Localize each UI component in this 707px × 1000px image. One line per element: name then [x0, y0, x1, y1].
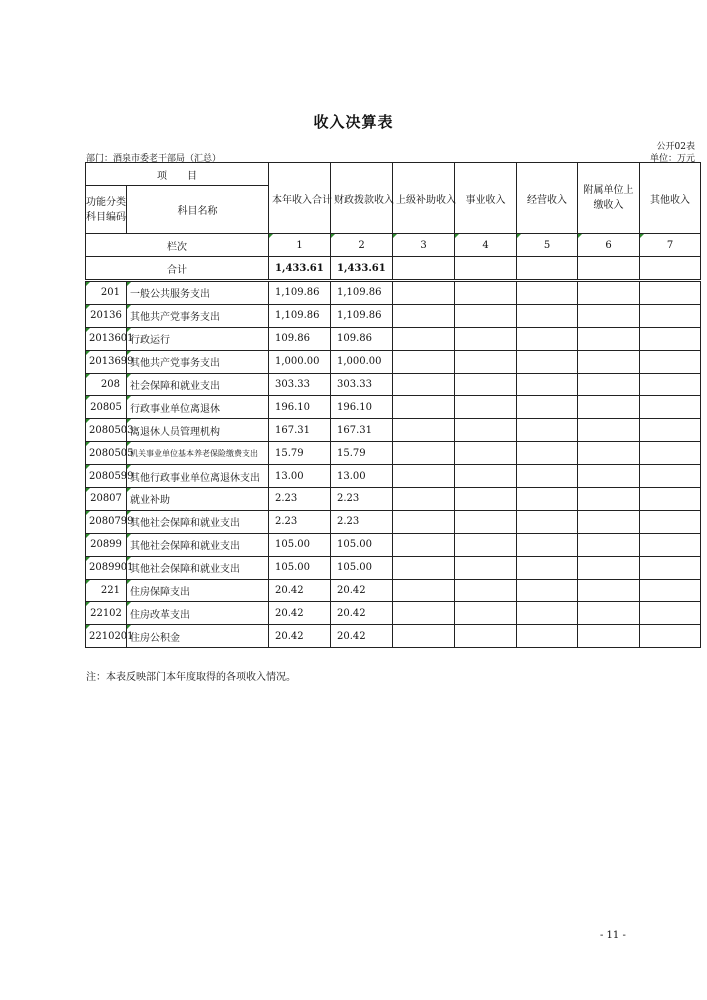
total-value [640, 257, 701, 281]
row-value: 167.31 [269, 419, 331, 442]
table-row [86, 533, 701, 556]
row-value [393, 602, 455, 625]
row-name: 其他社会保障和就业支出 [127, 510, 269, 533]
row-value [455, 373, 517, 396]
row-value [393, 510, 455, 533]
row-value [578, 488, 640, 511]
row-value [517, 465, 578, 488]
row-value [640, 373, 701, 396]
table-row [86, 396, 701, 419]
row-value [455, 625, 517, 648]
table-row [86, 465, 701, 488]
row-value [393, 533, 455, 556]
row-value [578, 304, 640, 327]
report-title: 收入决算表 [313, 113, 394, 131]
row-value [578, 419, 640, 442]
row-value [393, 579, 455, 602]
func-code-header: 功能分类 科目编码 [86, 186, 127, 234]
row-name: 其他共产党事务支出 [127, 350, 269, 373]
row-value [517, 533, 578, 556]
col-header-business: 事业收入 [455, 163, 517, 234]
row-value: 303.33 [269, 373, 331, 396]
row-value [455, 556, 517, 579]
row-value [640, 510, 701, 533]
total-label: 合计 [86, 257, 269, 281]
row-value: 20.42 [269, 602, 331, 625]
table-row [86, 327, 701, 350]
index-number: 5 [517, 234, 578, 257]
row-name: 其他社会保障和就业支出 [127, 533, 269, 556]
row-code: 20136 [86, 304, 127, 327]
index-number: 2 [331, 234, 393, 257]
row-name: 离退休人员管理机构 [127, 419, 269, 442]
index-number: 4 [455, 234, 517, 257]
row-value: 13.00 [269, 465, 331, 488]
row-value [578, 373, 640, 396]
row-name: 住房公积金 [127, 625, 269, 648]
row-name: 行政运行 [127, 327, 269, 350]
row-value: 105.00 [331, 556, 393, 579]
row-value [578, 625, 640, 648]
row-name: 一般公共服务支出 [127, 281, 269, 305]
row-value: 20.42 [331, 625, 393, 648]
row-value [640, 350, 701, 373]
col-header-total: 本年收入合计 [269, 163, 331, 234]
row-value: 196.10 [269, 396, 331, 419]
row-value [455, 602, 517, 625]
row-code: 20807 [86, 488, 127, 511]
row-name: 社会保障和就业支出 [127, 373, 269, 396]
table-row [86, 281, 701, 305]
row-code: 2013601 [86, 327, 127, 350]
row-value [517, 510, 578, 533]
row-value [393, 373, 455, 396]
row-value [640, 465, 701, 488]
row-code: 22102 [86, 602, 127, 625]
row-value [517, 281, 578, 305]
table-row [86, 350, 701, 373]
row-value [517, 350, 578, 373]
row-value [455, 396, 517, 419]
row-code: 2080505 [86, 442, 127, 465]
row-value: 13.00 [331, 465, 393, 488]
index-number: 6 [578, 234, 640, 257]
row-value [455, 442, 517, 465]
row-name: 行政事业单位离退休 [127, 396, 269, 419]
row-code: 208 [86, 373, 127, 396]
row-code: 20899 [86, 533, 127, 556]
table-row [86, 373, 701, 396]
table-row [86, 419, 701, 442]
row-value: 196.10 [331, 396, 393, 419]
row-value: 2.23 [269, 510, 331, 533]
row-value [640, 625, 701, 648]
col-header-fiscal: 财政拨款收入 [331, 163, 393, 234]
row-code: 2080599 [86, 465, 127, 488]
row-value [517, 488, 578, 511]
row-value [640, 556, 701, 579]
row-name: 其他行政事业单位离退休支出 [127, 465, 269, 488]
row-value [578, 465, 640, 488]
index-number: 3 [393, 234, 455, 257]
row-value [517, 373, 578, 396]
row-value: 1,109.86 [269, 304, 331, 327]
total-value [517, 257, 578, 281]
row-code: 2089901 [86, 556, 127, 579]
col-header-affiliated: 附属单位上缴收入 [578, 163, 640, 234]
row-value [517, 556, 578, 579]
row-value: 1,109.86 [331, 304, 393, 327]
row-value: 20.42 [269, 579, 331, 602]
total-value [578, 257, 640, 281]
row-code: 2080799 [86, 510, 127, 533]
row-value [578, 327, 640, 350]
row-value [455, 465, 517, 488]
row-value: 20.42 [269, 625, 331, 648]
row-value: 20.42 [331, 579, 393, 602]
row-value: 2.23 [331, 510, 393, 533]
subject-name-header: 科目名称 [127, 186, 269, 234]
row-code: 221 [86, 579, 127, 602]
table-row [86, 625, 701, 648]
row-value [517, 396, 578, 419]
row-value: 2.23 [269, 488, 331, 511]
row-value: 15.79 [331, 442, 393, 465]
row-value: 109.86 [331, 327, 393, 350]
row-value [640, 281, 701, 305]
department-label: 部门：酒泉市委老干部局（汇总） [86, 154, 222, 164]
row-value [455, 510, 517, 533]
row-value [640, 419, 701, 442]
row-value [517, 327, 578, 350]
total-row [86, 257, 701, 281]
total-value: 1,433.61 [331, 257, 393, 281]
row-name: 其他社会保障和就业支出 [127, 556, 269, 579]
row-value [517, 602, 578, 625]
row-value [393, 465, 455, 488]
row-value: 109.86 [269, 327, 331, 350]
index-row [86, 234, 701, 257]
table-row [86, 304, 701, 327]
row-code: 201 [86, 281, 127, 305]
page-number: - 11 - [600, 930, 626, 941]
row-value: 105.00 [331, 533, 393, 556]
row-value [517, 625, 578, 648]
row-value [455, 488, 517, 511]
row-value [578, 533, 640, 556]
row-value [393, 625, 455, 648]
row-value [578, 579, 640, 602]
row-code: 2210201 [86, 625, 127, 648]
row-value [393, 304, 455, 327]
table-row [86, 579, 701, 602]
row-value [578, 281, 640, 305]
row-value [640, 533, 701, 556]
row-code: 2080503 [86, 419, 127, 442]
row-value [455, 304, 517, 327]
row-value: 105.00 [269, 556, 331, 579]
row-value [640, 579, 701, 602]
row-value [640, 602, 701, 625]
row-value [517, 579, 578, 602]
unit-label: 单位：万元 [649, 154, 695, 164]
row-value [393, 396, 455, 419]
row-name: 其他共产党事务支出 [127, 304, 269, 327]
row-value [640, 442, 701, 465]
footnote: 注：本表反映部门本年度取得的各项收入情况。 [86, 672, 296, 683]
row-value: 167.31 [331, 419, 393, 442]
row-value [393, 556, 455, 579]
index-number: 7 [640, 234, 701, 257]
row-value [578, 556, 640, 579]
row-value: 20.42 [331, 602, 393, 625]
row-value [393, 327, 455, 350]
row-value [393, 442, 455, 465]
row-value [640, 488, 701, 511]
index-label: 栏次 [86, 234, 269, 257]
row-value [640, 304, 701, 327]
row-value [455, 327, 517, 350]
row-value [455, 281, 517, 305]
row-value [578, 510, 640, 533]
table-row [86, 602, 701, 625]
row-value: 303.33 [331, 373, 393, 396]
row-value: 1,109.86 [269, 281, 331, 305]
total-value [455, 257, 517, 281]
row-value [578, 396, 640, 419]
total-value [393, 257, 455, 281]
row-value [455, 419, 517, 442]
row-value [393, 350, 455, 373]
project-header: 项 目 [86, 163, 269, 186]
col-header-superior: 上级补助收入 [393, 163, 455, 234]
row-value [517, 304, 578, 327]
col-header-other: 其他收入 [640, 163, 701, 234]
table-row [86, 488, 701, 511]
row-value [578, 602, 640, 625]
row-value: 2.23 [331, 488, 393, 511]
row-value [517, 419, 578, 442]
index-number: 1 [269, 234, 331, 257]
row-value: 1,000.00 [269, 350, 331, 373]
row-value [393, 488, 455, 511]
row-value [640, 396, 701, 419]
row-value [517, 442, 578, 465]
total-value: 1,433.61 [269, 257, 331, 281]
row-value: 1,000.00 [331, 350, 393, 373]
row-name: 就业补助 [127, 488, 269, 511]
row-value [393, 281, 455, 305]
row-value [455, 579, 517, 602]
row-value: 15.79 [269, 442, 331, 465]
row-value [393, 419, 455, 442]
row-name: 住房保障支出 [127, 579, 269, 602]
table-row [86, 556, 701, 579]
col-header-operating: 经营收入 [517, 163, 578, 234]
table-row [86, 510, 701, 533]
income-table [85, 162, 701, 648]
row-value [578, 442, 640, 465]
row-code: 20805 [86, 396, 127, 419]
row-code: 2013699 [86, 350, 127, 373]
form-code: 公开02表 [656, 142, 695, 152]
row-name: 住房改革支出 [127, 602, 269, 625]
row-value [640, 327, 701, 350]
table-row [86, 442, 701, 465]
row-value [455, 533, 517, 556]
row-name: 机关事业单位基本养老保险缴费支出 [127, 442, 269, 465]
row-value: 105.00 [269, 533, 331, 556]
row-value [455, 350, 517, 373]
row-value: 1,109.86 [331, 281, 393, 305]
row-value [578, 350, 640, 373]
